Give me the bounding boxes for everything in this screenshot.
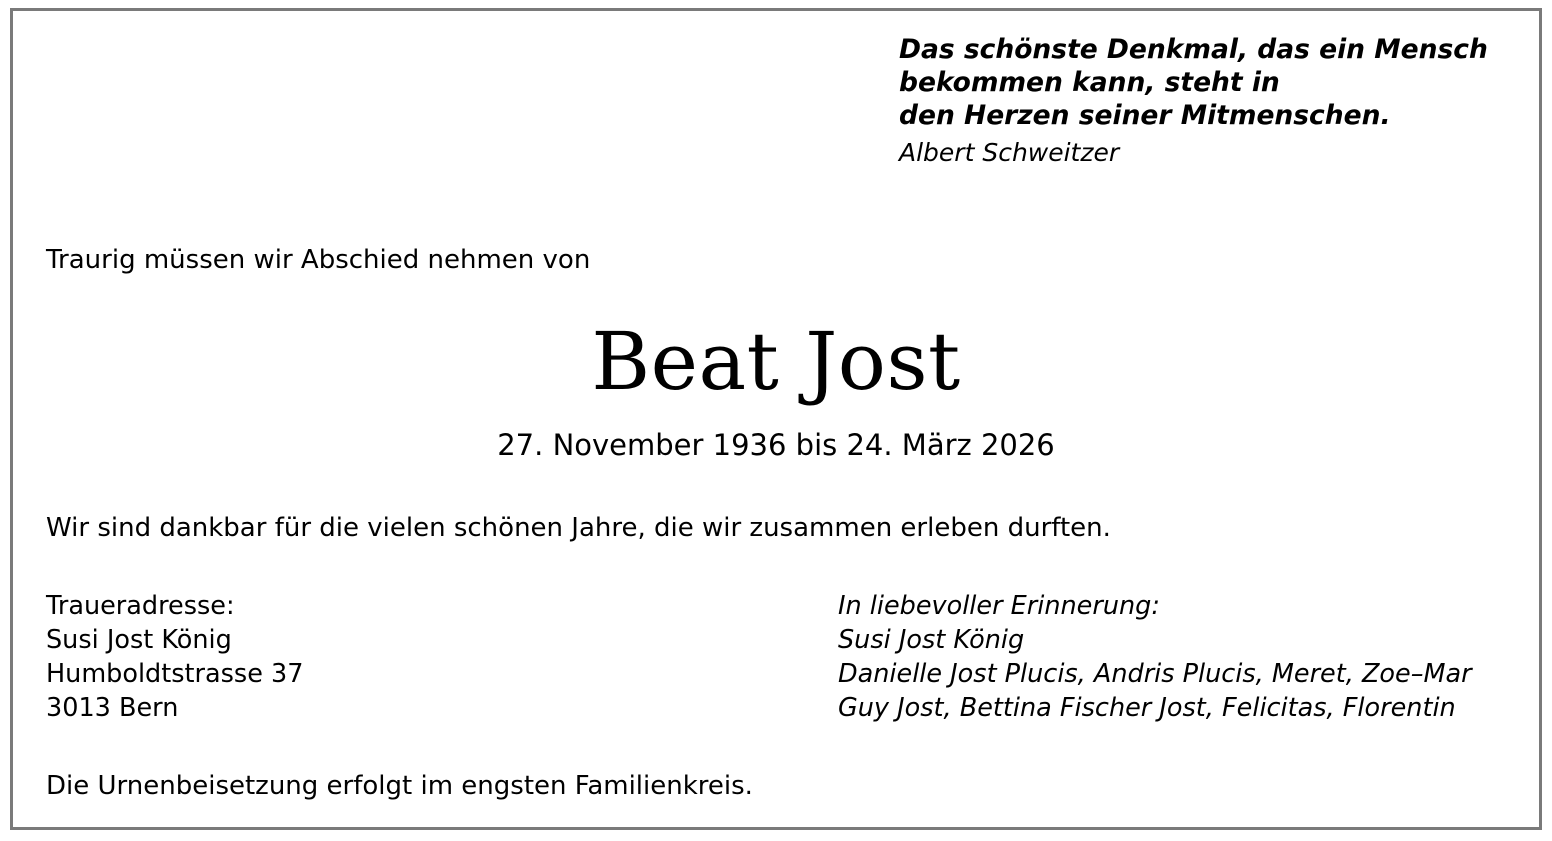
mourning-address-heading: Traueradresse: bbox=[46, 591, 235, 621]
in-memory-line-3: Guy Jost, Bettina Fischer Jost, Felicitas, Florentin bbox=[838, 693, 1456, 723]
mourning-address-line-1: Susi Jost König bbox=[46, 625, 232, 655]
mourning-address-line-3: 3013 Bern bbox=[46, 693, 179, 723]
intro-text: Traurig müssen wir Abschied nehmen von bbox=[46, 245, 591, 275]
quote-line-3: den Herzen seiner Mitmenschen. bbox=[899, 100, 1391, 131]
in-memory-block bbox=[838, 589, 1528, 725]
deceased-name: Beat Jost bbox=[591, 315, 961, 408]
closing-text: Die Urnenbeisetzung erfolgt im engsten Familienkreis. bbox=[46, 771, 753, 801]
obituary-card-inner bbox=[13, 11, 1539, 827]
mourning-address-block bbox=[46, 589, 806, 725]
quote-line-1: Das schönste Denkmal, das ein Mensch bbox=[899, 34, 1488, 65]
in-memory-heading: In liebevoller Erinnerung: bbox=[838, 591, 1160, 621]
quote-author: Albert Schweitzer bbox=[899, 138, 1120, 167]
deceased-dates: 27. November 1936 bis 24. März 2026 bbox=[497, 428, 1055, 462]
obituary-card bbox=[10, 8, 1542, 830]
in-memory-line-1: Susi Jost König bbox=[838, 625, 1025, 655]
in-memory-line-2: Danielle Jost Plucis, Andris Plucis, Meret, Zoe–Mar bbox=[838, 659, 1472, 689]
mourning-address-line-2: Humboldtstrasse 37 bbox=[46, 659, 304, 689]
quote-line-2: bekommen kann, steht in bbox=[899, 67, 1280, 98]
gratitude-text: Wir sind dankbar für die vielen schönen Jahre, die wir zusammen erleben durften. bbox=[46, 513, 1111, 543]
quote-block bbox=[899, 33, 1519, 169]
